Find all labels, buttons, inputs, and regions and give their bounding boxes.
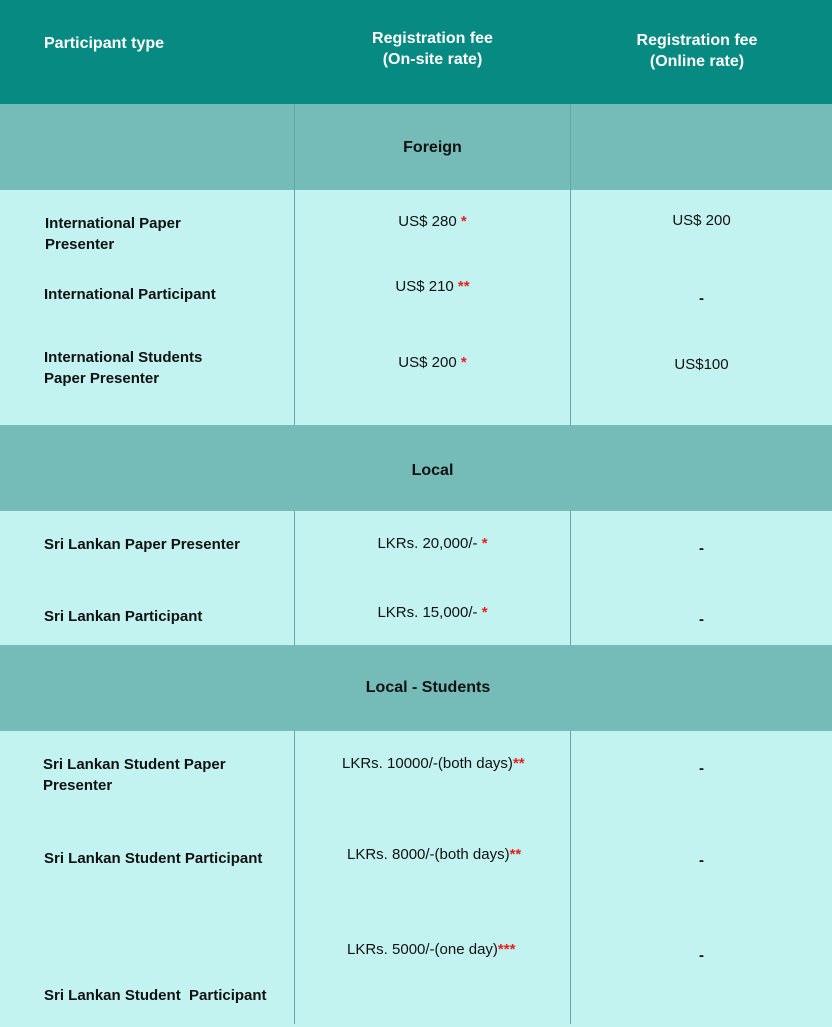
online-fee-cell (571, 354, 832, 375)
asterisk-mark: * (481, 604, 488, 621)
online-fee-value: - (699, 290, 704, 307)
participant-type-cell (44, 347, 202, 389)
online-fee-cell (571, 850, 832, 871)
onsite-fee-cell (342, 753, 525, 774)
online-fee-value: - (699, 852, 704, 869)
participant-type-cell (44, 534, 240, 555)
participant-type-line: Sri Lankan Student Participant (44, 987, 267, 1004)
header-online-line1: Registration fee (636, 32, 758, 49)
asterisk-mark: * (481, 535, 488, 552)
onsite-fee-value: LKRs. 8000/-(both days) (347, 846, 510, 863)
header-onsite-fee (295, 28, 570, 70)
onsite-fee-cell (347, 844, 521, 865)
online-fee-value: - (699, 611, 704, 628)
section-local-students (0, 645, 832, 731)
participant-type-cell (44, 606, 202, 627)
online-fee-value: - (699, 540, 704, 557)
online-fee-cell (571, 210, 832, 231)
participant-type-line: Sri Lankan Student Participant (44, 850, 263, 867)
section-label: Foreign (403, 139, 462, 156)
participant-type-cell (45, 213, 181, 255)
online-fee-cell (571, 758, 832, 779)
header-onsite-line1: Registration fee (372, 30, 493, 47)
participant-type-cell (44, 848, 262, 869)
participant-type-cell (44, 284, 216, 305)
participant-type-line: Sri Lankan Student Paper (43, 756, 226, 773)
online-fee-cell (571, 609, 832, 630)
online-fee-cell (571, 538, 832, 559)
section-divider (570, 104, 571, 190)
online-fee-value: - (699, 760, 704, 777)
online-fee-value: US$100 (674, 356, 729, 373)
onsite-fee-value: LKRs. 15,000/- (377, 604, 478, 621)
onsite-fee-cell (295, 533, 570, 554)
onsite-fee-value: US$ 280 (398, 213, 457, 230)
online-fee-value: US$ 200 (672, 212, 731, 229)
column-divider-2 (570, 104, 571, 1024)
onsite-fee-cell (295, 602, 570, 623)
section-foreign (0, 104, 832, 190)
onsite-fee-value: US$ 200 (398, 354, 457, 371)
header-online-fee (571, 30, 823, 72)
participant-type-line: Presenter (43, 777, 113, 794)
participant-type-line: Paper Presenter (44, 370, 160, 387)
section-label: Local - Students (365, 679, 491, 696)
onsite-fee-cell (295, 276, 570, 297)
participant-type-line: International Participant (44, 286, 216, 303)
participant-type-line: International Students (44, 349, 203, 366)
participant-type-line: Sri Lankan Participant (44, 608, 203, 625)
participant-type-cell (43, 754, 226, 796)
asterisk-mark: ** (457, 278, 470, 295)
participant-type-line: International Paper (45, 215, 181, 232)
section-label: Local (411, 462, 454, 479)
participant-type-line: Sri Lankan Paper Presenter (44, 536, 240, 553)
asterisk-mark: * (460, 213, 467, 230)
participant-type-line: Presenter (45, 236, 115, 253)
column-divider-1 (294, 104, 295, 1024)
onsite-fee-cell (295, 211, 570, 232)
onsite-fee-value: US$ 210 (395, 278, 454, 295)
onsite-fee-value: LKRs. 5000/-(one day) (347, 941, 498, 958)
online-fee-cell (571, 288, 832, 309)
asterisk-mark: ** (512, 755, 525, 772)
participant-type-cell (44, 943, 267, 1027)
online-fee-value: - (699, 947, 704, 964)
onsite-fee-cell (347, 939, 515, 960)
onsite-fee-cell (295, 352, 570, 373)
asterisk-mark: * (460, 354, 467, 371)
header-online-line2: (Online rate) (649, 53, 745, 70)
onsite-fee-value: LKRs. 10000/-(both days) (342, 755, 513, 772)
section-divider (294, 104, 295, 190)
table-header (0, 0, 832, 104)
asterisk-mark: ** (509, 846, 522, 863)
asterisk-mark: *** (497, 941, 516, 958)
online-fee-cell (571, 945, 832, 966)
header-participant-type: Participant type (44, 35, 165, 52)
section-local (0, 425, 832, 511)
header-onsite-line2: (On-site rate) (382, 51, 483, 68)
onsite-fee-value: LKRs. 20,000/- (377, 535, 478, 552)
